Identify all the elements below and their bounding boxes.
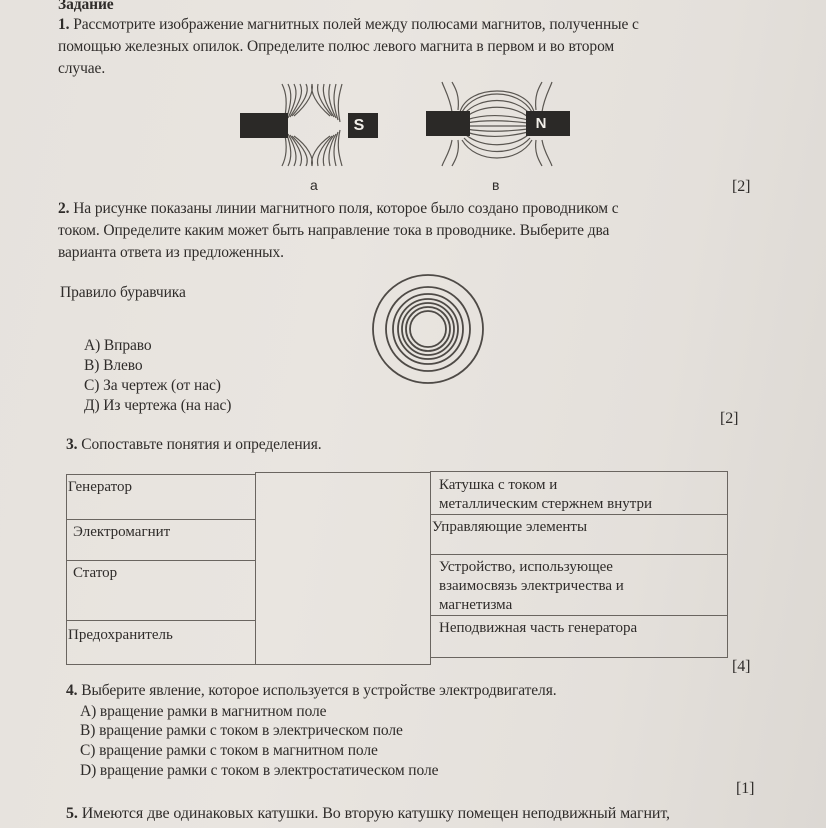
term-cell [66,620,256,665]
q2-option-c: С) За чертеж (от нас) [84,377,221,394]
answer-column[interactable] [255,472,431,665]
q2-text-1: На рисунке показаны линии магнитного поля, которое было создано проводником с [73,200,619,217]
definition-3-line-1: Устройство, использующее [439,559,613,575]
definition-1-line-2: металлическим стержнем внутри [439,496,653,512]
q5-line [66,803,670,824]
q2-line-2: током. Определите каким может быть направление тока в проводнике. Выберите два [58,222,610,239]
page-heading: Задание [58,0,114,13]
q2-option-d: Д) Из чертежа (на нас) [84,397,232,414]
left-magnet-a [240,113,288,138]
pole-label-b: N [535,115,547,132]
definition-cell [430,554,728,616]
definition-cell [430,514,728,555]
q3-number: 3. [66,436,78,453]
left-magnet-b [426,111,470,136]
q4-marks: [1] [736,780,755,797]
definition-4-line-1: Неподвижная часть генератора [439,620,638,636]
term-cell [66,474,256,520]
definition-3-line-2: взаимосвязь электричества и [439,578,624,594]
term-generator: Генератор [68,479,132,495]
q4-line [66,680,557,701]
definition-cell [430,471,728,515]
figure-b-label: в [492,177,500,193]
definition-1-line-1: Катушка с током и [439,477,558,493]
q2-line-3: варианта ответа из предложенных. [58,244,284,261]
q2-option-a: А) Вправо [84,337,152,354]
term-stator: Статор [73,565,118,581]
definition-2-line-1: Управляющие элементы [432,519,588,535]
term-cell [66,519,256,561]
q3-text: Сопоставьте понятия и определения. [81,436,322,453]
q1-number: 1. [58,16,70,33]
term-fuse: Предохранитель [68,627,173,643]
q4-number: 4. [66,682,78,699]
q1-line-1 [58,14,639,35]
q4-text: Выберите явление, которое используется в устройстве электродвигателя. [81,682,557,699]
q1-marks: [2] [732,178,751,195]
q4-option-b: В) вращение рамки с током в электрическом поле [80,722,403,739]
field-lines-a [282,84,342,166]
pole-label-a: S [353,117,365,134]
q3-marks: [4] [732,658,751,675]
term-cell [66,560,256,621]
q5-number: 5. [66,805,78,822]
q1-text-1: Рассмотрите изображение магнитных полей между полюсами магнитов, полученные с [73,16,639,33]
concentric-field-lines [370,272,486,386]
q2-option-b: В) Влево [84,357,143,374]
term-electromagnet: Электромагнит [73,524,171,540]
definition-cell [430,615,728,658]
q4-option-d: D) вращение рамки с током в электростатическом поле [80,762,439,779]
q2-hint: Правило буравчика [60,284,186,301]
q4-option-a: А) вращение рамки в магнитном поле [80,703,327,720]
q2-line-1 [58,198,619,219]
q5-text: Имеются две одинаковых катушки. Во вторую катушку помещен неподвижный магнит, [81,805,670,822]
q2-marks: [2] [720,410,739,427]
q3-line [66,434,322,455]
definition-3-line-3: магнетизма [439,597,513,613]
q2-number: 2. [58,200,70,217]
q1-line-2: помощью железных опилок. Определите полюс левого магнита в первом и во втором [58,38,615,55]
q1-line-3: случае. [58,60,106,77]
figure-a-label: а [310,177,318,193]
q4-option-c: С) вращение рамки с током в магнитном поле [80,742,378,759]
